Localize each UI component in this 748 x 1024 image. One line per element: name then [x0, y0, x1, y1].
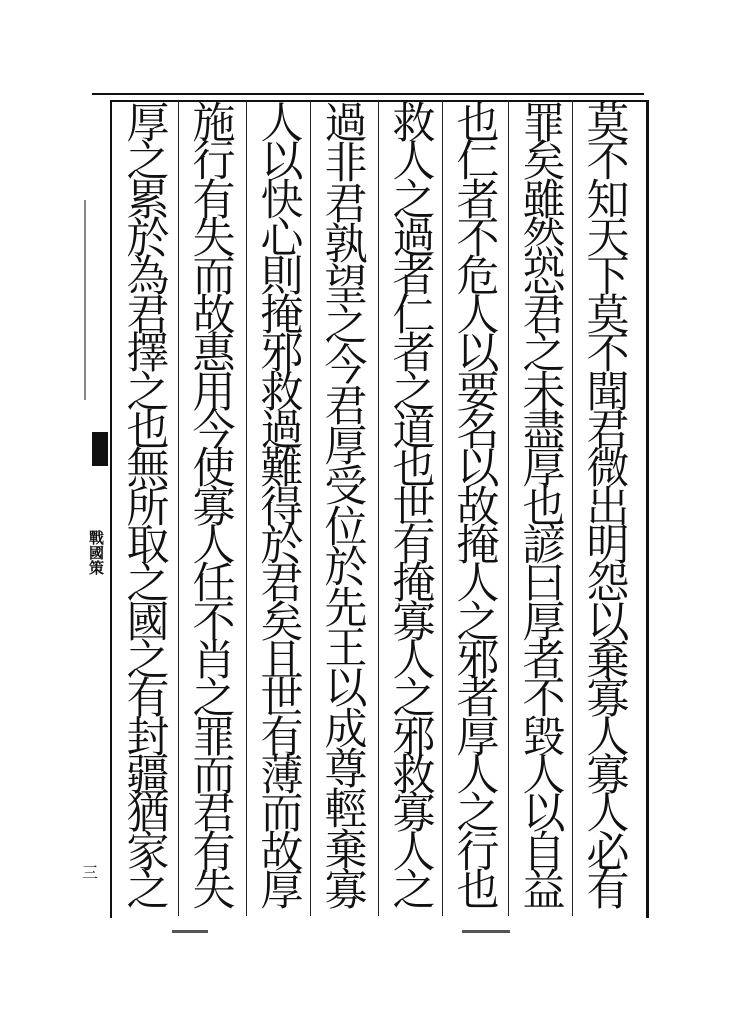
- character: 使: [192, 444, 236, 495]
- character: 知: [586, 175, 630, 226]
- character: 以: [456, 329, 500, 380]
- character: 君: [586, 405, 630, 456]
- character: 於: [126, 214, 170, 265]
- column-rule: [378, 100, 379, 916]
- character: 人: [456, 751, 500, 802]
- character: 也: [392, 444, 436, 495]
- character: 且: [260, 636, 304, 687]
- character: 之: [126, 137, 170, 188]
- character: 也: [456, 99, 500, 149]
- character: 君: [522, 290, 566, 341]
- character: 君: [324, 381, 368, 432]
- character: 擇: [126, 329, 170, 380]
- character: 毀: [522, 712, 566, 763]
- character: 益: [522, 866, 566, 917]
- character: 明: [586, 520, 630, 571]
- character: 於: [324, 543, 368, 594]
- column-rule: [246, 100, 247, 916]
- character: 受: [324, 462, 368, 513]
- character: 尊: [324, 745, 368, 795]
- character: 掩: [392, 559, 436, 610]
- character: 則: [260, 252, 304, 303]
- character: 也: [522, 482, 566, 533]
- text-column: [578, 99, 638, 917]
- character: 者: [456, 674, 500, 725]
- character: 邪: [456, 636, 500, 687]
- character: 之: [192, 674, 236, 725]
- character: 厚: [126, 99, 170, 149]
- character: 人: [392, 636, 436, 687]
- character: 下: [586, 252, 630, 303]
- character: 過: [392, 214, 436, 265]
- character: 寡: [392, 597, 436, 648]
- character: 行: [192, 137, 236, 188]
- character: 故: [260, 827, 304, 878]
- character: 心: [260, 214, 304, 265]
- character: 今: [192, 405, 236, 456]
- character: 失: [192, 866, 236, 917]
- character: 人: [522, 751, 566, 802]
- character: 以: [456, 444, 500, 495]
- character: 猶: [126, 789, 170, 840]
- character: 出: [586, 482, 630, 533]
- character: 恐: [522, 252, 566, 303]
- character: 快: [260, 175, 304, 226]
- character: 任: [192, 559, 236, 610]
- character: 棄: [324, 825, 368, 876]
- character: 厚: [324, 422, 368, 472]
- character: 矣: [522, 137, 566, 188]
- character: 肖: [192, 636, 236, 687]
- character: 有: [126, 674, 170, 725]
- character: 於: [260, 520, 304, 571]
- character: 也: [126, 405, 170, 456]
- character: 以: [522, 789, 566, 840]
- character: 莫: [586, 290, 630, 341]
- character: 國: [126, 597, 170, 648]
- character: 過: [260, 405, 304, 456]
- character: 之: [522, 329, 566, 380]
- character: 道: [392, 405, 436, 456]
- character: 先: [324, 583, 368, 634]
- character: 以: [586, 597, 630, 648]
- character: 累: [126, 175, 170, 226]
- character: 名: [456, 405, 500, 456]
- character: 成: [324, 704, 368, 755]
- text-column: [252, 99, 312, 917]
- character: 以: [260, 137, 304, 188]
- character: 人: [586, 712, 630, 763]
- character: 疆: [126, 751, 170, 802]
- character: 而: [260, 789, 304, 840]
- character: 寡: [586, 674, 630, 725]
- character: 難: [260, 444, 304, 495]
- character: 以: [324, 664, 368, 715]
- character: 望: [324, 260, 368, 311]
- character: 不: [522, 674, 566, 725]
- character: 人: [586, 789, 630, 840]
- top-border-rule: [92, 93, 644, 95]
- column-rule: [178, 100, 179, 916]
- character: 施: [192, 99, 236, 149]
- character: 家: [126, 827, 170, 878]
- column-rule: [508, 100, 509, 916]
- character: 之: [324, 300, 368, 351]
- text-column: [118, 99, 178, 917]
- character: 者: [392, 252, 436, 303]
- character: 之: [126, 559, 170, 610]
- character: 寡: [392, 789, 436, 840]
- character: 今: [324, 341, 368, 392]
- character: 行: [456, 827, 500, 878]
- character: 惠: [192, 329, 236, 380]
- fish-tail-mark: [92, 432, 108, 466]
- character: 取: [126, 520, 170, 571]
- character: 王: [324, 623, 368, 674]
- character: 有: [586, 866, 630, 917]
- character: 不: [586, 137, 630, 188]
- character: 罪: [192, 712, 236, 763]
- character: 人: [456, 290, 500, 341]
- character: 罪: [522, 99, 566, 149]
- character: 之: [126, 367, 170, 418]
- character: 盡: [522, 405, 566, 456]
- character: 世: [260, 674, 304, 725]
- bottom-mark: [172, 930, 208, 933]
- text-column: [448, 99, 508, 917]
- character: 輕: [324, 785, 368, 836]
- text-column: [384, 99, 444, 917]
- character: 救: [260, 367, 304, 418]
- character: 也: [456, 866, 500, 917]
- margin-rule: [84, 200, 108, 400]
- character: 人: [456, 559, 500, 610]
- character: 微: [586, 444, 630, 495]
- character: 厚: [522, 444, 566, 495]
- page-margin: [78, 100, 108, 916]
- character: 不: [456, 214, 500, 265]
- character: 君: [192, 789, 236, 840]
- character: 世: [392, 482, 436, 533]
- character: 位: [324, 502, 368, 553]
- character: 故: [456, 482, 500, 533]
- character: 君: [126, 290, 170, 341]
- character: 不: [586, 329, 630, 380]
- character: 人: [392, 137, 436, 188]
- character: 掩: [456, 520, 500, 571]
- character: 厚: [456, 712, 500, 763]
- character: 故: [192, 290, 236, 341]
- character: 失: [192, 214, 236, 265]
- character: 然: [522, 214, 566, 265]
- character: 者: [392, 329, 436, 380]
- text-column: [316, 99, 376, 917]
- character: 自: [522, 827, 566, 878]
- character: 寡: [324, 866, 368, 917]
- margin-page-number: 三: [82, 863, 99, 882]
- character: 薄: [260, 751, 304, 802]
- character: 之: [126, 866, 170, 917]
- character: 雖: [522, 175, 566, 226]
- character: 要: [456, 367, 500, 418]
- character: 之: [456, 597, 500, 648]
- character: 孰: [324, 220, 368, 271]
- character: 曰: [522, 559, 566, 610]
- character: 有: [192, 175, 236, 226]
- character: 邪: [260, 329, 304, 380]
- character: 未: [522, 367, 566, 418]
- character: 掩: [260, 290, 304, 341]
- character: 棄: [586, 636, 630, 687]
- character: 有: [392, 520, 436, 571]
- character: 之: [392, 674, 436, 725]
- character: 聞: [586, 367, 630, 418]
- character: 之: [126, 636, 170, 687]
- character: 不: [192, 597, 236, 648]
- character: 為: [126, 252, 170, 303]
- character: 用: [192, 367, 236, 418]
- character: 諺: [522, 520, 566, 571]
- character: 封: [126, 712, 170, 763]
- character: 救: [392, 99, 436, 149]
- character: 過: [324, 99, 368, 149]
- character: 有: [260, 712, 304, 763]
- character: 無: [126, 444, 170, 495]
- character: 危: [456, 252, 500, 303]
- character: 邪: [392, 712, 436, 763]
- character: 寡: [192, 482, 236, 533]
- character: 而: [192, 252, 236, 303]
- character: 者: [522, 636, 566, 687]
- character: 厚: [522, 597, 566, 648]
- character: 有: [192, 827, 236, 878]
- character: 矣: [260, 597, 304, 648]
- character: 君: [260, 559, 304, 610]
- character: 而: [192, 751, 236, 802]
- character: 厚: [260, 866, 304, 917]
- character: 人: [260, 99, 304, 149]
- character: 非: [324, 139, 368, 190]
- character: 者: [456, 175, 500, 226]
- text-column: [514, 99, 574, 917]
- character: 天: [586, 214, 630, 265]
- character: 得: [260, 482, 304, 533]
- character: 人: [392, 827, 436, 878]
- character: 之: [392, 866, 436, 917]
- character: 必: [586, 827, 630, 878]
- character: 之: [392, 175, 436, 226]
- bottom-mark: [462, 930, 510, 933]
- text-column: [184, 99, 244, 917]
- margin-title: 戰國策: [87, 530, 105, 575]
- character: 之: [392, 367, 436, 418]
- character: 救: [392, 751, 436, 802]
- character: 君: [324, 179, 368, 230]
- character: 怨: [586, 559, 630, 610]
- character: 仁: [456, 137, 500, 188]
- character: 仁: [392, 290, 436, 341]
- character: 人: [192, 520, 236, 571]
- character: 所: [126, 482, 170, 533]
- character: 之: [456, 789, 500, 840]
- character: 莫: [586, 99, 630, 149]
- character: 寡: [586, 751, 630, 802]
